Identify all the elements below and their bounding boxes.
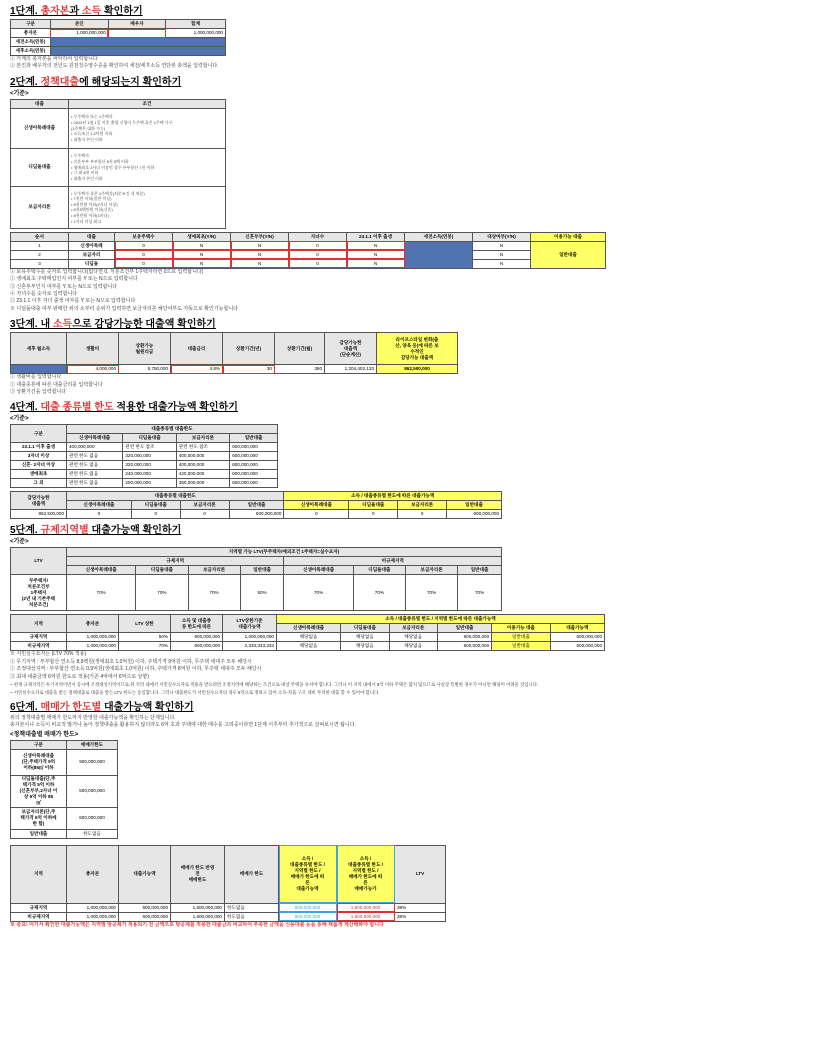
final-loan-value: 600,000,000: [279, 903, 337, 912]
posttax-income-input[interactable]: [50, 47, 225, 56]
result-value: 해당없음: [341, 642, 389, 651]
header-affordable-loan: 감당가능한 대출액 (단순계산): [325, 333, 377, 365]
row-label-posttax: 세후소득(연봉): [11, 47, 51, 56]
header-available-loan: 이용가능 대출: [531, 232, 606, 241]
header-price-limit: 매매가한도: [67, 740, 118, 749]
loan-type-result-table: [10, 491, 502, 519]
living-cost-input[interactable]: 4,000,000: [67, 365, 119, 374]
loan-amount-value: 600,000,000: [550, 642, 604, 651]
header-capital: 총자본: [67, 615, 119, 633]
result-value: 해당없음: [277, 642, 341, 651]
header-capital: 총자본: [67, 845, 119, 903]
ltv-row-label: 무주택자/ 처분조건부 1주택자 (2년 내 기존주택 처분조건): [11, 575, 67, 611]
header-loan: 대출: [11, 99, 69, 108]
header-loan: 대출: [69, 232, 115, 241]
step3-title: 3단계. 내 소득으로 감당가능한 대출액 확인하기: [10, 319, 216, 331]
limit-value: 관련 한도 없음: [67, 470, 123, 479]
affordable-loan-value: 1,204,402,133: [325, 365, 377, 374]
price-limit-table: [10, 740, 118, 839]
pretax-income-input[interactable]: [50, 38, 225, 47]
term-years-input[interactable]: 30: [223, 365, 275, 374]
limit-value: 관련 한도 참조: [176, 443, 229, 452]
step6-footer-note: ※ 중요! 여기서 확인한 대출가능액은 지역별 방공제가 적용되기 전 금액으로 방공제를 적용한 대출금과 비교하여 부족한 금액을 신용대출 등을 통해 채롭게 계산해봐야 합니다: [10, 921, 384, 928]
criteria-loan-name: 신생아특례대출: [11, 108, 69, 148]
header-region: 지역: [11, 845, 67, 903]
header-total: 합계: [166, 20, 226, 29]
header-price-limit: 매매가 한도: [225, 845, 279, 903]
step5-note: ~ 서민실수요자로 대출을 받든 정책대출로 대출을 받든 LTV 한도는 동일합니다. 그러나 대출한도가 서민실수요자의 경우 6억으로 정하고 있어 소득-자출 구조 대비 무리한 대출 할 수 있어야 합니다.: [10, 689, 380, 695]
header-spouse: 배우자: [108, 20, 166, 29]
header-loan-amount: 대출가능액: [550, 624, 604, 633]
result-value: 0: [284, 510, 349, 519]
step2-title: 2단계. 정책대출에 해당되는지 확인하기: [10, 76, 182, 88]
header-category: 구분: [11, 425, 67, 443]
newlywed-input[interactable]: N: [231, 241, 289, 250]
row-loan: 신생아특례: [69, 241, 115, 250]
step4-criteria-label: <기준>: [10, 416, 29, 423]
income-limit-value: 600,000,000: [171, 633, 223, 642]
step3-note: ③ 상환기간을 입력합니다: [10, 389, 67, 396]
result-value: 600,000,000: [437, 642, 491, 651]
limit-value: 400,000,000: [67, 443, 123, 452]
step3-note: ① 생활비를 입력합니다: [10, 374, 62, 381]
header-available-loan: 이용가능 대출: [492, 624, 551, 633]
header-result-group: 소득 / 대출종류별 한도 / 지역별 한도에 따른 대출가능액: [277, 615, 605, 624]
region-label: 비규제지역: [11, 912, 67, 921]
result-value: 해당없음: [341, 633, 389, 642]
capital-value: 1,000,000,000: [67, 912, 119, 921]
header-ltv-cap: LTV 상한: [119, 615, 171, 633]
house-count-input[interactable]: 0: [115, 250, 173, 259]
limit-value: 420,000,000: [176, 470, 229, 479]
header-didimdol: 디딤돌대출: [353, 566, 405, 575]
price-row-label: 보금자리론(단,주 택가격 6억 이하에 한 함): [11, 807, 67, 829]
header-ltv: LTV: [395, 845, 446, 903]
regional-loan-table: [10, 614, 605, 651]
header-term-months: 상환기간(월): [275, 333, 325, 365]
header-general: 일반대출: [230, 434, 278, 443]
step2-note: ④ 자녀수를 숫자로 입력합니다: [10, 291, 78, 298]
header-non-regulated: 비규제지역: [284, 557, 502, 566]
region-label: 비규제지역: [11, 642, 67, 651]
step1-note: ① 가계의 총자본을 파악하여 입력합니다: [10, 56, 98, 62]
limit-row-label: 신혼· 2자녀 이상: [11, 461, 67, 470]
header-didimdol: 디딤돌대출: [131, 501, 180, 510]
step5-note: ② 조정대상지역 : 부부합산 연소득 0.9억원(생애최초 1.0억원) 이하, 주택가격 8억원 이하, 무주택 세대주 모두 해당시: [10, 666, 262, 673]
header-limit-group: 대출종류별 대출한도: [67, 492, 284, 501]
step2-note: ⑤ 23.1.1 이후 자녀 출생 여부를 Y 또는 N으로 입력합니다: [10, 298, 136, 305]
header-self: 본인: [50, 20, 108, 29]
result-value: 해당없음: [389, 633, 437, 642]
step5-title: 5단계. 규제지역별 대출가능액 확인하기: [10, 525, 182, 537]
loan-limit-table: [10, 424, 278, 488]
target-value: N: [473, 241, 531, 250]
final-loan-table: [10, 845, 446, 922]
header-target: 대상여부(Y/N): [473, 232, 531, 241]
term-months-value: 360: [275, 365, 325, 374]
header-newlywed: 신혼부부(Y/N): [231, 232, 289, 241]
header-born-after: 23.1.1 이후 출생: [347, 232, 405, 241]
ltv-amount-value: 2,333,333,333: [223, 642, 277, 651]
header-final-loan: 소득 / 대출종류별 한도 / 지역별 한도 / 매매가 한도에 따 른 대출가능액: [279, 845, 337, 903]
available-loan-value: 일반대출: [492, 633, 551, 642]
step2-note: ② 생애최초 주택매입인지 여부를 Y 또는 N으로 입력합니다: [10, 276, 138, 283]
row-order: 2: [11, 250, 69, 259]
header-monthly-payment: 상환가능 월원리금: [119, 333, 171, 365]
limit-value: 360,000,000: [176, 479, 229, 488]
ltv-value: 38%: [395, 903, 446, 912]
target-value: N: [473, 259, 531, 268]
final-price-value: 1,600,000,000: [337, 912, 395, 921]
price-limit-value: 한도없음: [225, 903, 279, 912]
header-general: 일반대출: [447, 501, 502, 510]
step6-intro: 위의 정책대출별 매매가 한도까지 반영한 대출가능액을 확인하는 단계입니다.: [10, 714, 176, 721]
header-newborn: 신생아특례대출: [67, 434, 123, 443]
price-row-label: 신생아특례대출 (단,주택가격 9억 이하(85㎡ 이하: [11, 749, 67, 775]
capital-value: 1,000,000,000: [67, 633, 119, 642]
limit-value: 관련 한도 없음: [67, 452, 123, 461]
header-living-cost: 생활비: [67, 333, 119, 365]
header-general: 일반대출: [437, 624, 491, 633]
row-loan: 보금자리: [69, 250, 115, 259]
limit-value: 600,000,000: [230, 470, 278, 479]
row-order: 3: [11, 259, 69, 268]
step6-subtitle: <정책대출별 매매가 한도>: [10, 731, 79, 738]
header-newborn: 신생아특례대출: [67, 501, 132, 510]
loan-value: 600,000,000: [119, 903, 171, 912]
header-didimdol: 디딤돌대출: [123, 434, 176, 443]
row-label-capital: 총자본: [11, 29, 51, 38]
born-after-input[interactable]: N: [347, 259, 405, 268]
own-capital-input[interactable]: 1,000,000,000: [50, 29, 108, 38]
header-limit-group: 대출종류별 대출한도: [67, 425, 278, 434]
kids-input[interactable]: 0: [289, 250, 347, 259]
header-final-price: 소득 / 대출종류별 한도 / 지역별 한도 / 매매가 한도에 따 른 매매가능가: [337, 845, 395, 903]
header-pretax-income: 세전소득(연봉): [405, 232, 473, 241]
price-limit-value: 한도없음: [67, 829, 118, 838]
header-category: 구분: [11, 740, 67, 749]
limit-value: 0: [131, 510, 180, 519]
step2-note: ③ 신혼부부인지 여부를 Y 또는 N으로 입력합니다: [10, 283, 118, 290]
final-loan-value: 600,000,000: [279, 912, 337, 921]
kids-input[interactable]: 0: [289, 241, 347, 250]
policy-loan-criteria-table: [10, 99, 226, 229]
limit-value: 600,000,000: [230, 452, 278, 461]
criteria-loan-name: 보금자리론: [11, 186, 69, 228]
header-affordable: 감당가능한 대출액: [11, 492, 67, 510]
header-bogeumjari: 보금자리론: [188, 566, 240, 575]
ltv-cap-value: 50%: [119, 633, 171, 642]
step1-title: 1단계. 총자본과 소득 확인하기: [10, 6, 143, 17]
ltv-amount-value: 1,000,000,000: [223, 633, 277, 642]
header-kids: 자녀수: [289, 232, 347, 241]
step6-intro: 총자본이나 소득이 비교적 많거나 높아 정책대출을 활용하지 않더라도 6억 초과 주택에 대한 매수를 고려중이라면 1단계 이후부터 추가적으로 살펴보시면 됩니다.: [10, 722, 356, 729]
header-newborn: 신생아특례대출: [284, 501, 349, 510]
header-bogeumjari: 보금자리론: [405, 566, 457, 575]
price-limit-value: 600,000,000: [67, 807, 118, 829]
ltv-value: 70%: [284, 575, 353, 611]
first-time-input[interactable]: N: [173, 241, 231, 250]
step1-capital-table: [10, 19, 226, 56]
limit-value: 600,000,000: [230, 479, 278, 488]
header-result-group: 소득 / 대출종류별 한도에 따른 대출가능액: [284, 492, 502, 501]
ltv-value: 38%: [395, 912, 446, 921]
step3-note: ② 대출종류에 따른 대출금리를 입력합니다: [10, 381, 103, 388]
price-limit-value: 900,000,000: [67, 749, 118, 775]
limit-value: 320,000,000: [123, 461, 176, 470]
ltv-value: 70%: [405, 575, 457, 611]
ltv-value: 70%: [67, 575, 136, 611]
limit-value: 관련 한도 참조: [123, 443, 176, 452]
step4-title: 4단계. 대출 종류별 한도 적용한 대출가능액 확인하기: [10, 402, 238, 414]
row-order: 1: [11, 241, 69, 250]
limit-value: 0: [180, 510, 229, 519]
result-value: 0: [349, 510, 398, 519]
target-value: N: [473, 250, 531, 259]
header-bogeumjari: 보금자리론: [176, 434, 229, 443]
limit-value: 320,000,000: [123, 452, 176, 461]
limit-value: 0: [67, 510, 132, 519]
kids-input[interactable]: 0: [289, 259, 347, 268]
header-didimdol: 디딤돌대출: [136, 566, 188, 575]
header-pre-limit: 매매가 한도 반영 전 매매한도: [171, 845, 225, 903]
header-newborn: 신생아특례대출: [67, 566, 136, 575]
final-price-value: 1,600,000,000: [337, 903, 395, 912]
header-order: 순서: [11, 232, 69, 241]
step5-note: ① 무기지역 : 부부합산 연소득 8,9백원(생애최초 1.0억원) 이하, 주택가격 9억원 이하, 무주택 세대주 모두 해당시: [10, 658, 252, 665]
step5-note: ③ 최대 대출금액 6억원 한도로 적용(기존 4억에서 6억으로 상향): [10, 673, 149, 680]
born-after-input[interactable]: N: [347, 250, 405, 259]
header-didimdol: 디딤돌대출: [341, 624, 389, 633]
ltv-value: 70%: [188, 575, 240, 611]
header-ltv-amount: LTV상한기준 대출가능액: [223, 615, 277, 633]
conservative-loan-value: 862,500,000: [377, 365, 458, 374]
header-ltv: LTV: [11, 548, 67, 575]
ltv-cap-value: 70%: [119, 642, 171, 651]
ltv-value: 70%: [353, 575, 405, 611]
step2-note: ※ 디딤돌대출 여부 판매한 위의 소부터 순위가 입력하면 보금자리론 해당여부도 자동으로 확인가능합니다: [10, 305, 238, 312]
monthly-payment-value: 5,750,000: [119, 365, 171, 374]
header-newborn: 신생아특례대출: [284, 566, 353, 575]
header-general: 일반대출: [229, 501, 284, 510]
step2-note: ① 보유주택수를 숫자로 입력합니다(없다면 0, 처분조건부 1주택자라면 0으로 입력합니다): [10, 268, 204, 275]
ltv-value: 70%: [136, 575, 188, 611]
row-loan: 디딤돌: [69, 259, 115, 268]
loan-value: 600,000,000: [119, 912, 171, 921]
newlywed-input[interactable]: N: [231, 250, 289, 259]
criteria-condition: • 무주택자 또는 1주택자 • 2023년 1월 1일 이후 출생 신생아 무주택 혹은 1주택 가구 (1주택은 대환 가능) • 소득조건 1.3억원 이하 • 대출자 본인 이하: [69, 108, 226, 148]
step1-note: ② 본인과 배우자의 전년도 원천징수영수증을 확인하여 세전/세후소득 연단위 총액을 입력합니다.: [10, 63, 219, 70]
loan-amount-value: 600,000,000: [550, 633, 604, 642]
first-time-input[interactable]: N: [173, 250, 231, 259]
ltv-value: 70%: [458, 575, 502, 611]
policy-loan-eligibility-table: [10, 232, 606, 269]
step5-note: ~ 현재 규제지역은 투기지역이면서 동시에 조정대상지역이므로 위 지역 내에서 서민실수요자로 적용을 받으려면 조정지역에 해당하는 조건으로 대상 주택을 보셔야 합니다. 그러나 이 지역 내에서 8억 이하 주택은 많지 않으므로 사실상 특별한 경우가 아니면 해당이 어려울 것입니다.: [10, 682, 539, 688]
limit-row-label: 그 외: [11, 479, 67, 488]
result-value: 0: [398, 510, 447, 519]
region-label: 규제지역: [11, 633, 67, 642]
limit-value: 200,000,000: [123, 479, 176, 488]
limit-value: 240,000,000: [123, 470, 176, 479]
income-limit-value: 600,000,000: [171, 642, 223, 651]
affordable-loan-table: [10, 332, 458, 374]
header-conservative-loan: 라이프스타일 변화(출 산, 양육 등)에 따른 보 수적인 감당가능 대출액: [377, 333, 458, 365]
header-bogeumjari: 보금자리론: [398, 501, 447, 510]
limit-value: 600,000,000: [229, 510, 284, 519]
header-loan-amount: 대출가능액: [119, 845, 171, 903]
affordable-value: 862,500,000: [11, 510, 67, 519]
pre-limit-value: 1,600,000,000: [171, 903, 225, 912]
step5-note: ※ 서민실수요자는 (LTV 70% 적용): [10, 651, 87, 658]
first-time-input[interactable]: N: [173, 259, 231, 268]
limit-value: 600,000,000: [230, 443, 278, 452]
region-label: 규제지역: [11, 903, 67, 912]
total-capital-value: 1,000,000,000: [166, 29, 226, 38]
limit-row-label: 생애최초: [11, 470, 67, 479]
step2-criteria-label: <기준>: [10, 90, 29, 97]
result-value: 600,000,000: [437, 633, 491, 642]
step6-title: 6단계. 매매가 한도별 대출가능액 확인하기: [10, 701, 194, 713]
pre-limit-value: 1,600,000,000: [171, 912, 225, 921]
price-limit-value: 500,000,000: [67, 775, 118, 807]
header-didimdol: 디딤돌대출: [349, 501, 398, 510]
capital-value: 1,000,000,000: [67, 642, 119, 651]
criteria-loan-name: 디딤돌대출: [11, 148, 69, 186]
ltv-criteria-table: [10, 547, 502, 611]
step5-criteria-label: <기준>: [10, 539, 29, 546]
header-condition: 조건: [69, 99, 226, 108]
capital-value: 1,000,000,000: [67, 903, 119, 912]
row-label-pretax: 세전소득(연봉): [11, 38, 51, 47]
interest-rate-input[interactable]: 4.8%: [171, 365, 223, 374]
price-row-label: 일반대출: [11, 829, 67, 838]
limit-value: 600,000,000: [230, 461, 278, 470]
pretax-income-ref: [405, 241, 473, 268]
header-category: 구분: [11, 20, 51, 29]
header-house-count: 보유주택수: [115, 232, 173, 241]
result-value: 해당없음: [389, 642, 437, 651]
available-loan-value: 일반대출: [531, 241, 606, 268]
available-loan-value: 일반대출: [492, 642, 551, 651]
monthly-income-value: [11, 365, 67, 374]
header-first-time: 생애최초(Y/N): [173, 232, 231, 241]
header-interest-rate: 대출금리: [171, 333, 223, 365]
result-value: 600,000,000: [447, 510, 502, 519]
limit-value: 관련 한도 없음: [67, 479, 123, 488]
house-count-input[interactable]: 0: [115, 259, 173, 268]
spouse-capital-input[interactable]: [108, 29, 166, 38]
limit-value: 400,000,000: [176, 461, 229, 470]
header-general: 일반대출: [240, 566, 284, 575]
house-count-input[interactable]: 0: [115, 241, 173, 250]
price-row-label: 디딤돌대출(단,주 택가격 5억 이하 (신혼부부,2자녀 이 상 6억 이하 85 ㎡: [11, 775, 67, 807]
header-bogeumjari: 보금자리론: [389, 624, 437, 633]
header-monthly-income: 세후 월소득: [11, 333, 67, 365]
header-ltv-group: 지역별 가능 LTV(무주택자/예외조건 1주택자=실수요자): [67, 548, 502, 557]
limit-value: 관련 한도 없음: [67, 461, 123, 470]
limit-value: 400,000,000: [176, 452, 229, 461]
header-region: 지역: [11, 615, 67, 633]
result-value: 해당없음: [277, 633, 341, 642]
limit-row-label: 3자녀 이상: [11, 452, 67, 461]
header-term-years: 상환기간(년): [223, 333, 275, 365]
criteria-condition: • 무주택자 혹은 1주택자(처분조건 내 처분) • 7천만 이하(일반 이상) • 8천만원 이하(2자녀 이상) • 8천5백만원 이하(신혼) • 8천만원 이하(3자녀) • 1자녀 이상 최고: [69, 186, 226, 228]
header-regulated: 규제지역: [67, 557, 284, 566]
newlywed-input[interactable]: N: [231, 259, 289, 268]
price-limit-value: 한도없음: [225, 912, 279, 921]
limit-row-label: 23.1.1 이후 출생: [11, 443, 67, 452]
header-general: 일반대출: [458, 566, 502, 575]
header-income-limit: 소득 및 대출종 류 한도에 따른: [171, 615, 223, 633]
header-bogeumjari: 보금자리론: [180, 501, 229, 510]
ltv-value: 50%: [240, 575, 284, 611]
born-after-input[interactable]: N: [347, 241, 405, 250]
header-newborn: 신생아특례대출: [277, 624, 341, 633]
criteria-condition: • 무주택자 • 신혼부부 부부합산 8천 5백 이하 • 생애최초 2자녀 이상인 경우 부부합산 7천 이하 • 그 외 6천 이하 • 대출자 본인 이하: [69, 148, 226, 186]
